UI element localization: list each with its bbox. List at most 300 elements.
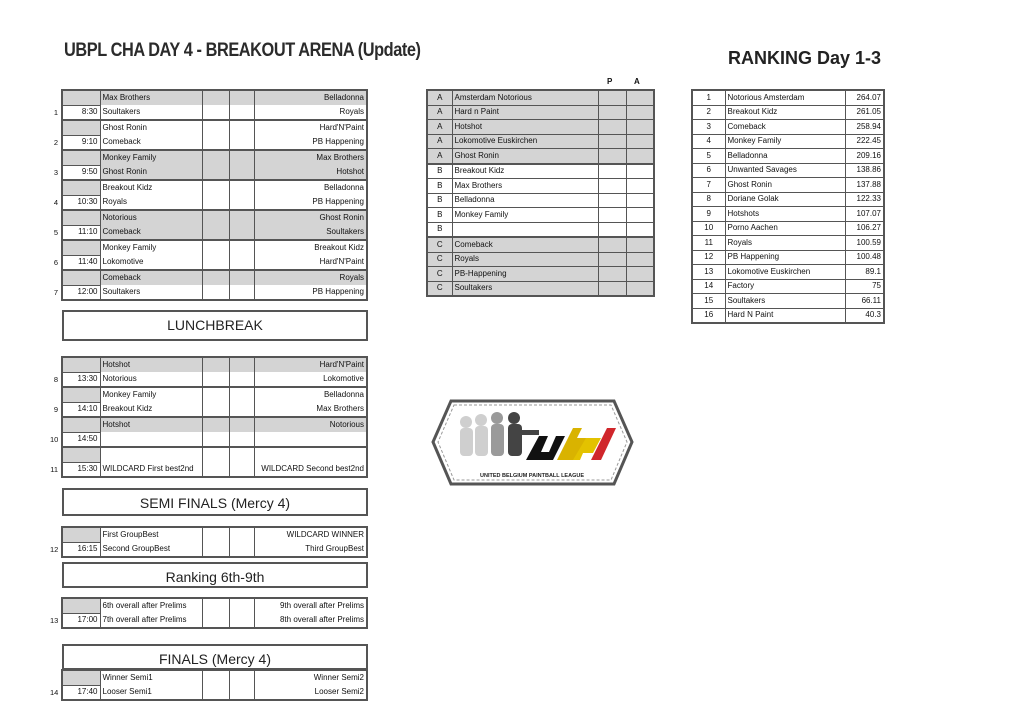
group-row: [427, 237, 654, 252]
group-letter: A: [427, 120, 452, 135]
group-row: [427, 193, 654, 208]
ranking-row: [692, 178, 884, 193]
rank-points: 107.07: [845, 207, 884, 222]
group-row: [427, 267, 654, 282]
opponent-bottom: PB Happening: [254, 195, 367, 210]
points-cell: [598, 252, 626, 267]
score-cell: [202, 105, 229, 120]
match-number-spacer: [48, 598, 62, 613]
match-row-top: [48, 120, 367, 135]
score-cell: [202, 613, 229, 628]
group-team: Soultakers: [452, 281, 598, 296]
opponent-bottom: PB Happening: [254, 135, 367, 150]
group-letter: A: [427, 134, 452, 149]
match-time: 11:40: [62, 255, 100, 270]
schedule-table-2: [48, 356, 368, 478]
opponent-bottom: Hard'N'Paint: [254, 255, 367, 270]
rank-position: 4: [692, 134, 725, 149]
group-letter: B: [427, 164, 452, 179]
rank-team: Factory: [725, 279, 845, 294]
group-row: [427, 281, 654, 296]
team-top: Breakout Kidz: [100, 180, 202, 195]
match-number-spacer: [48, 90, 62, 105]
match-row-bottom: [48, 255, 367, 270]
match-number-spacer: [48, 357, 62, 372]
match-row-bottom: [48, 613, 367, 628]
score-cell: [229, 685, 254, 700]
score-cell: [202, 542, 229, 557]
group-team: Max Brothers: [452, 179, 598, 194]
match-number: 5: [53, 227, 58, 237]
opponent-bottom: Royals: [254, 105, 367, 120]
points-cell: [598, 267, 626, 282]
match-number: 9: [53, 404, 58, 414]
match-time: 14:50: [62, 432, 100, 447]
ranking-row: [692, 192, 884, 207]
match-row-top: [48, 527, 367, 542]
time-spacer: [62, 598, 100, 613]
score-cell: [229, 527, 254, 542]
rank-points: 258.94: [845, 120, 884, 135]
match-number: 11: [50, 464, 58, 474]
score-cell: [229, 542, 254, 557]
rank-points: 222.45: [845, 134, 884, 149]
team-bottom: Ghost Ronin: [100, 165, 202, 180]
match-number-spacer: [48, 120, 62, 135]
group-letter: C: [427, 252, 452, 267]
time-spacer: [62, 270, 100, 285]
time-spacer: [62, 417, 100, 432]
match-time: 11:10: [62, 225, 100, 240]
rank-team: Belladonna: [725, 149, 845, 164]
score-cell: [202, 462, 229, 477]
match-time: 9:10: [62, 135, 100, 150]
time-spacer: [62, 387, 100, 402]
opponent-top: Belladonna: [254, 387, 367, 402]
rank-points: 264.07: [845, 90, 884, 105]
opponent-bottom: PB Happening: [254, 285, 367, 300]
group-letter: B: [427, 179, 452, 194]
match-number: 3: [53, 167, 58, 177]
against-cell: [626, 237, 654, 252]
team-top: Monkey Family: [100, 150, 202, 165]
group-letter: A: [427, 149, 452, 164]
match-row-top: [48, 150, 367, 165]
score-cell: [229, 210, 254, 225]
time-spacer: [62, 150, 100, 165]
rank-team: Hotshots: [725, 207, 845, 222]
rank-team: Soultakers: [725, 294, 845, 309]
opponent-top: WILDCARD WINNER: [254, 527, 367, 542]
rank-position: 8: [692, 192, 725, 207]
opponent-bottom: Looser Semi2: [254, 685, 367, 700]
score-cell: [229, 165, 254, 180]
team-top: Notorious: [100, 210, 202, 225]
team-bottom: Breakout Kidz: [100, 402, 202, 417]
page-title: UBPL CHA DAY 4 - BREAKOUT ARENA (Update): [64, 40, 421, 61]
against-cell: [626, 164, 654, 179]
against-cell: [626, 179, 654, 194]
rank-team: Comeback: [725, 120, 845, 135]
against-cell: [626, 267, 654, 282]
match-row-top: [48, 670, 367, 685]
time-spacer: [62, 527, 100, 542]
rank-team: Lokomotive Euskirchen: [725, 265, 845, 280]
team-bottom: Second GroupBest: [100, 542, 202, 557]
against-cell: [626, 134, 654, 149]
score-cell: [202, 210, 229, 225]
score-cell: [229, 432, 254, 447]
score-cell: [229, 135, 254, 150]
team-top: Max Brothers: [100, 90, 202, 105]
opponent-top: Hard'N'Paint: [254, 120, 367, 135]
opponent-bottom: Soultakers: [254, 225, 367, 240]
score-cell: [229, 613, 254, 628]
score-cell: [229, 120, 254, 135]
group-team: Belladonna: [452, 193, 598, 208]
group-letter: C: [427, 267, 452, 282]
match-time: 17:40: [62, 685, 100, 700]
group-team: Lokomotive Euskirchen: [452, 134, 598, 149]
team-top: Monkey Family: [100, 240, 202, 255]
logo-caption: UNITED BELGIUM PAINTBALL LEAGUE: [480, 473, 584, 479]
rank-team: Notorious Amsterdam: [725, 90, 845, 105]
score-cell: [229, 670, 254, 685]
team-top: Winner Semi1: [100, 670, 202, 685]
team-bottom: Royals: [100, 195, 202, 210]
rank-position: 6: [692, 163, 725, 178]
rank-position: 15: [692, 294, 725, 309]
team-top: 6th overall after Prelims: [100, 598, 202, 613]
score-cell: [202, 372, 229, 387]
opponent-bottom: Third GroupBest: [254, 542, 367, 557]
points-cell: [598, 237, 626, 252]
lunchbreak-banner: LUNCHBREAK: [62, 310, 368, 341]
opponent-top: Belladonna: [254, 90, 367, 105]
group-row: [427, 120, 654, 135]
group-team: PB-Happening: [452, 267, 598, 282]
ranking-row: [692, 308, 884, 323]
rank-points: 209.16: [845, 149, 884, 164]
match-number-spacer: [48, 210, 62, 225]
rank-team: Unwanted Savages: [725, 163, 845, 178]
ranking-6-9-table: [48, 597, 368, 629]
match-row-bottom: [48, 105, 367, 120]
time-spacer: [62, 357, 100, 372]
group-row: [427, 222, 654, 237]
match-row-bottom: [48, 462, 367, 477]
points-cell: [598, 134, 626, 149]
score-cell: [229, 357, 254, 372]
opponent-top: 9th overall after Prelims: [254, 598, 367, 613]
match-number: 8: [53, 374, 58, 384]
finals-banner: FINALS (Mercy 4): [62, 644, 368, 670]
score-cell: [202, 120, 229, 135]
match-row-bottom: [48, 135, 367, 150]
match-number: 6: [53, 257, 58, 267]
group-team: Comeback: [452, 237, 598, 252]
rank-position: 9: [692, 207, 725, 222]
group-team: Ghost Ronin: [452, 149, 598, 164]
score-cell: [229, 598, 254, 613]
match-number-spacer: [48, 180, 62, 195]
score-cell: [202, 180, 229, 195]
against-cell: [626, 208, 654, 223]
match-time: 12:00: [62, 285, 100, 300]
rank-team: PB Happening: [725, 250, 845, 265]
ranking-row: [692, 105, 884, 120]
score-cell: [202, 195, 229, 210]
rank-team: Monkey Family: [725, 134, 845, 149]
score-cell: [229, 285, 254, 300]
opponent-top: Max Brothers: [254, 150, 367, 165]
rank-points: 106.27: [845, 221, 884, 236]
points-cell: [598, 105, 626, 120]
rank-points: 261.05: [845, 105, 884, 120]
group-letter: C: [427, 237, 452, 252]
against-cell: [626, 252, 654, 267]
match-row-bottom: [48, 685, 367, 700]
match-number-spacer: [48, 417, 62, 432]
match-row-bottom: [48, 165, 367, 180]
rank-team: Doriane Golak: [725, 192, 845, 207]
team-bottom: Lokomotive: [100, 255, 202, 270]
score-cell: [229, 447, 254, 462]
semi-finals-table: [48, 526, 368, 558]
rank-position: 11: [692, 236, 725, 251]
match-number: 2: [53, 137, 58, 147]
rank-points: 66.11: [845, 294, 884, 309]
team-bottom: Notorious: [100, 372, 202, 387]
match-number: 14: [50, 687, 59, 697]
score-cell: [229, 105, 254, 120]
opponent-bottom: 8th overall after Prelims: [254, 613, 367, 628]
against-cell: [626, 222, 654, 237]
group-letter: A: [427, 90, 452, 105]
match-time: 13:30: [62, 372, 100, 387]
score-cell: [202, 685, 229, 700]
group-team: [452, 222, 598, 237]
time-spacer: [62, 447, 100, 462]
rank-points: 40.3: [845, 308, 884, 323]
score-cell: [202, 270, 229, 285]
score-cell: [229, 255, 254, 270]
rank-position: 1: [692, 90, 725, 105]
ranking-row: [692, 236, 884, 251]
rank-points: 137.88: [845, 178, 884, 193]
score-cell: [229, 387, 254, 402]
ranking-row: [692, 294, 884, 309]
opponent-top: Ghost Ronin: [254, 210, 367, 225]
opponent-top: Notorious: [254, 417, 367, 432]
rank-position: 12: [692, 250, 725, 265]
points-cell: [598, 179, 626, 194]
rank-points: 100.48: [845, 250, 884, 265]
group-letter: B: [427, 193, 452, 208]
rank-team: Ghost Ronin: [725, 178, 845, 193]
match-row-bottom: [48, 372, 367, 387]
opponent-bottom: Lokomotive: [254, 372, 367, 387]
opponent-top: Royals: [254, 270, 367, 285]
match-row-bottom: [48, 195, 367, 210]
group-row: [427, 90, 654, 105]
group-letter: C: [427, 281, 452, 296]
group-row: [427, 179, 654, 194]
rank-team: Porno Aachen: [725, 221, 845, 236]
opponent-top: Belladonna: [254, 180, 367, 195]
score-cell: [229, 402, 254, 417]
group-row: [427, 134, 654, 149]
time-spacer: [62, 120, 100, 135]
rank-position: 14: [692, 279, 725, 294]
match-row-top: [48, 447, 367, 462]
opponent-top: Winner Semi2: [254, 670, 367, 685]
group-team: Hotshot: [452, 120, 598, 135]
rank-points: 89.1: [845, 265, 884, 280]
ranking-row: [692, 120, 884, 135]
score-cell: [229, 195, 254, 210]
rank-team: Hard N Paint: [725, 308, 845, 323]
match-number: 12: [50, 544, 59, 554]
group-letter: B: [427, 208, 452, 223]
team-top: First GroupBest: [100, 527, 202, 542]
match-number: 13: [50, 615, 59, 625]
score-cell: [202, 670, 229, 685]
group-team: Hard n Paint: [452, 105, 598, 120]
score-cell: [202, 357, 229, 372]
ranking-row: [692, 279, 884, 294]
match-number-spacer: [48, 527, 62, 542]
rank-position: 5: [692, 149, 725, 164]
time-spacer: [62, 210, 100, 225]
points-cell: [598, 208, 626, 223]
team-top: Hotshot: [100, 357, 202, 372]
match-number-spacer: [48, 447, 62, 462]
rank-position: 3: [692, 120, 725, 135]
opponent-top: Breakout Kidz: [254, 240, 367, 255]
ranking-row: [692, 134, 884, 149]
team-top: Ghost Ronin: [100, 120, 202, 135]
match-number-spacer: [48, 387, 62, 402]
group-row: [427, 164, 654, 179]
match-row-bottom: [48, 402, 367, 417]
opponent-bottom: Hotshot: [254, 165, 367, 180]
ubpl-logo: [431, 398, 634, 487]
match-number-spacer: [48, 240, 62, 255]
points-cell: [598, 149, 626, 164]
rank-position: 13: [692, 265, 725, 280]
score-cell: [229, 180, 254, 195]
group-letter: B: [427, 222, 452, 237]
group-row: [427, 208, 654, 223]
ubpl-logo-graphic: [431, 398, 634, 487]
match-row-top: [48, 357, 367, 372]
group-team: Monkey Family: [452, 208, 598, 223]
match-row-bottom: [48, 542, 367, 557]
group-team: Breakout Kidz: [452, 164, 598, 179]
score-cell: [202, 432, 229, 447]
match-row-top: [48, 210, 367, 225]
points-cell: [598, 90, 626, 105]
team-bottom: [100, 432, 202, 447]
score-cell: [229, 462, 254, 477]
team-bottom: Comeback: [100, 225, 202, 240]
time-spacer: [62, 240, 100, 255]
match-row-bottom: [48, 225, 367, 240]
ranking-row: [692, 221, 884, 236]
group-row: [427, 149, 654, 164]
team-bottom: Looser Semi1: [100, 685, 202, 700]
score-cell: [202, 135, 229, 150]
ranking-row: [692, 250, 884, 265]
ranking-row: [692, 90, 884, 105]
team-top: Comeback: [100, 270, 202, 285]
match-time: 14:10: [62, 402, 100, 417]
score-cell: [202, 240, 229, 255]
opponent-top: Hard'N'Paint: [254, 357, 367, 372]
against-cell: [626, 105, 654, 120]
ranking-title: RANKING Day 1-3: [728, 48, 882, 68]
against-cell: [626, 281, 654, 296]
group-letter: A: [427, 105, 452, 120]
match-row-top: [48, 598, 367, 613]
score-cell: [202, 447, 229, 462]
score-cell: [202, 402, 229, 417]
opponent-bottom: [254, 432, 367, 447]
group-team: Amsterdam Notorious: [452, 90, 598, 105]
match-row-top: [48, 387, 367, 402]
team-bottom: Comeback: [100, 135, 202, 150]
rank-points: 122.33: [845, 192, 884, 207]
team-top: Monkey Family: [100, 387, 202, 402]
time-spacer: [62, 670, 100, 685]
rank-position: 10: [692, 221, 725, 236]
ranking-6-9-banner: Ranking 6th-9th: [62, 562, 368, 588]
match-time: 16:15: [62, 542, 100, 557]
team-top: [100, 447, 202, 462]
match-number: 4: [53, 197, 58, 207]
schedule-table-1: [48, 89, 368, 301]
score-cell: [229, 372, 254, 387]
ranking-row: [692, 207, 884, 222]
points-cell: [598, 222, 626, 237]
score-cell: [202, 598, 229, 613]
match-time: 10:30: [62, 195, 100, 210]
team-top: Hotshot: [100, 417, 202, 432]
match-row-top: [48, 180, 367, 195]
score-cell: [229, 270, 254, 285]
rank-position: 2: [692, 105, 725, 120]
points-cell: [598, 164, 626, 179]
match-number: 1: [53, 107, 58, 117]
opponent-top: [254, 447, 367, 462]
opponent-bottom: Max Brothers: [254, 402, 367, 417]
match-row-bottom: [48, 432, 367, 447]
score-cell: [202, 255, 229, 270]
score-cell: [229, 150, 254, 165]
score-cell: [229, 240, 254, 255]
opponent-bottom: WILDCARD Second best2nd: [254, 462, 367, 477]
time-spacer: [62, 90, 100, 105]
against-cell: [626, 90, 654, 105]
group-row: [427, 105, 654, 120]
score-cell: [202, 165, 229, 180]
rank-team: Royals: [725, 236, 845, 251]
rank-points: 100.59: [845, 236, 884, 251]
ranking-row: [692, 265, 884, 280]
against-cell: [626, 193, 654, 208]
team-bottom: WILDCARD First best2nd: [100, 462, 202, 477]
